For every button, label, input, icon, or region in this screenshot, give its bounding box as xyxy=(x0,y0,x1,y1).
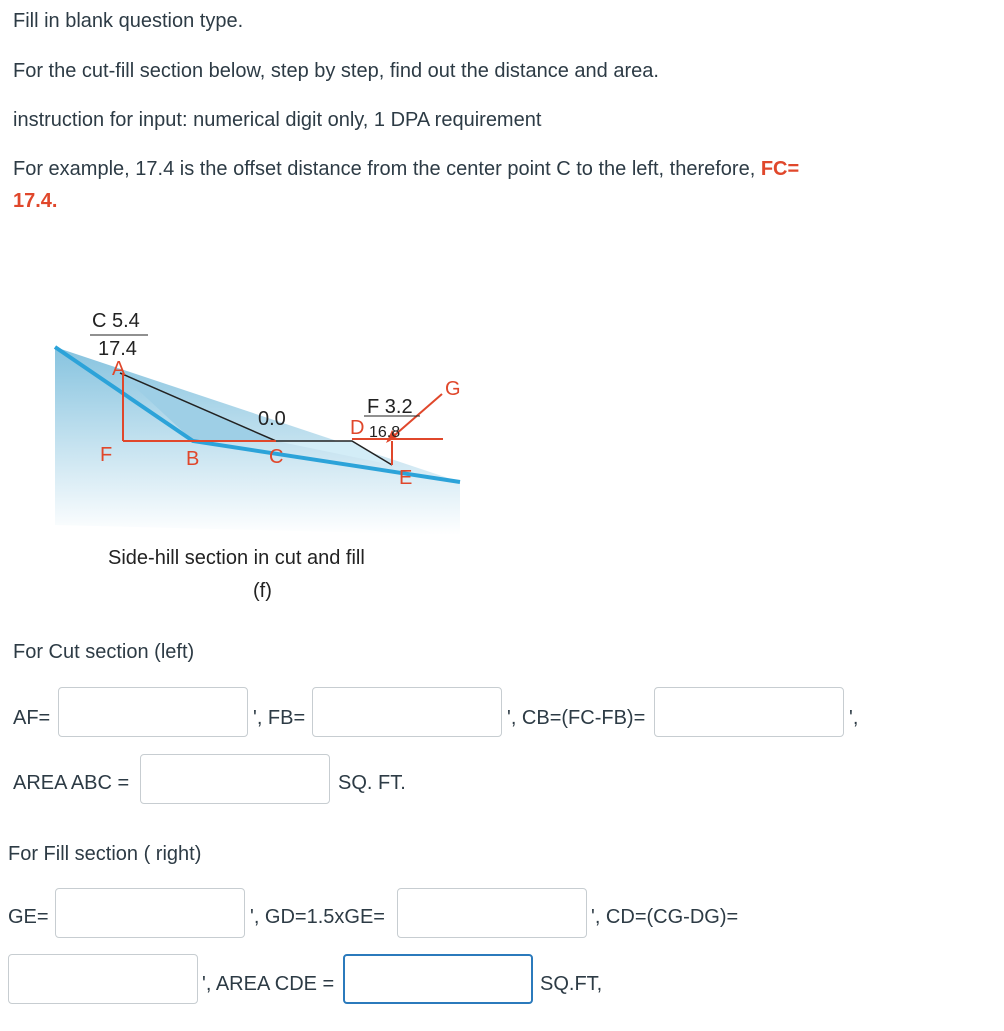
intro-line-4-text: For example, 17.4 is the offset distance from the center point C to the left, therefore, xyxy=(13,158,761,180)
cd-label: ', CD=(CG-DG)= xyxy=(591,906,739,928)
af-label: AF= xyxy=(13,707,51,729)
point-c-label: C xyxy=(269,446,284,468)
area-abc-unit: SQ. FT. xyxy=(338,772,406,794)
area-abc-input[interactable] xyxy=(140,754,330,804)
figure-caption: Side-hill section in cut and fill xyxy=(108,547,365,569)
cd-input[interactable] xyxy=(8,954,198,1004)
gd-input[interactable] xyxy=(397,888,587,938)
intro-line-4 xyxy=(13,158,799,181)
point-a-label: A xyxy=(112,358,126,380)
cb-label: ', CB=(FC-FB)= xyxy=(507,707,646,729)
cb-suffix: ', xyxy=(849,707,859,729)
area-cde-label: ', AREA CDE = xyxy=(202,973,335,995)
point-e-label: E xyxy=(399,467,413,489)
intro-fc-value: 17.4. xyxy=(13,190,58,212)
cb-input[interactable] xyxy=(654,687,844,737)
gd-label: ', GD=1.5xGE= xyxy=(250,906,385,928)
left-label-bottom: 17.4 xyxy=(98,338,137,360)
right-label-top: F 3.2 xyxy=(367,396,413,418)
ge-input[interactable] xyxy=(55,888,245,938)
left-label-top: C 5.4 xyxy=(92,310,140,332)
area-cde-input[interactable] xyxy=(343,954,533,1004)
point-d-label: D xyxy=(350,417,365,439)
point-f-label: F xyxy=(100,444,113,466)
point-g-label: G xyxy=(445,378,461,400)
intro-fc-label: FC= xyxy=(760,158,800,180)
figure-caption-sub: (f) xyxy=(253,580,272,602)
cut-section-heading: For Cut section (left) xyxy=(13,641,195,663)
intro-line-2: For the cut-fill section below, step by step, find out the distance and area. xyxy=(13,60,659,82)
area-abc-label: AREA ABC = xyxy=(13,772,130,794)
fb-label: ', FB= xyxy=(253,707,306,729)
intro-line-3: instruction for input: numerical digit only, 1 DPA requirement xyxy=(13,109,542,131)
fb-input[interactable] xyxy=(312,687,502,737)
side-hill-figure xyxy=(40,300,480,610)
point-b-label: B xyxy=(186,448,200,470)
af-input[interactable] xyxy=(58,687,248,737)
ge-label: GE= xyxy=(8,906,49,928)
right-label-bottom: 16.8 xyxy=(369,424,401,441)
intro-line-1: Fill in blank question type. xyxy=(13,10,244,32)
area-cde-unit: SQ.FT, xyxy=(540,973,603,995)
fill-section-heading: For Fill section ( right) xyxy=(8,843,202,865)
center-value-label: 0.0 xyxy=(258,408,286,430)
